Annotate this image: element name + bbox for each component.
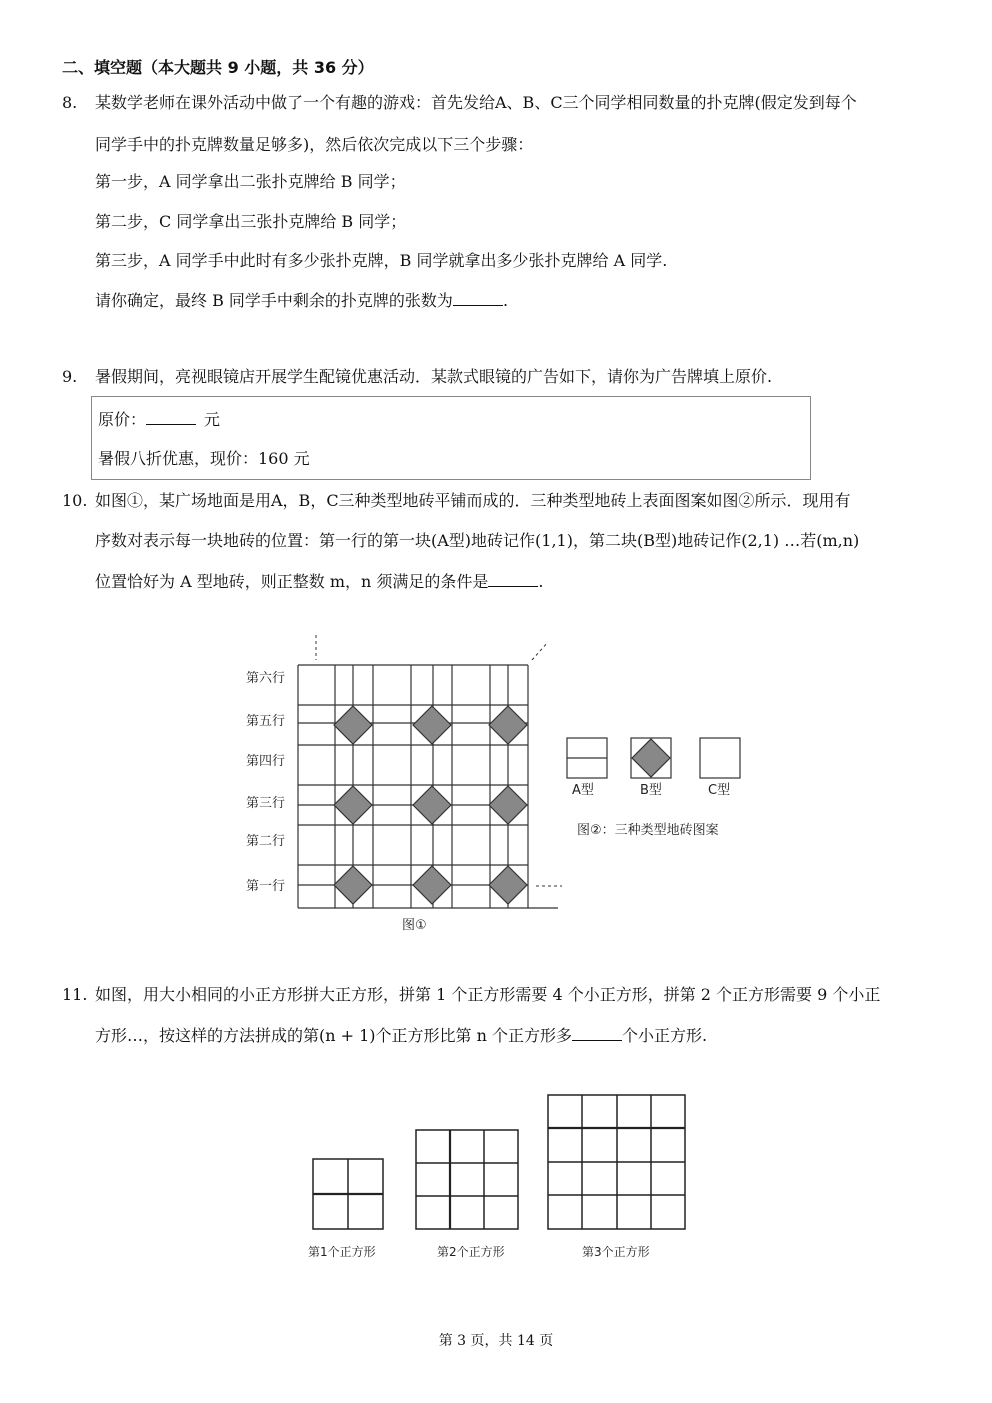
q8-step2: 第二步，C 同学拿出三张扑克牌给 B 同学； [95, 212, 407, 231]
b-tile-diamond [632, 739, 670, 777]
q9-ad-price-label: 原价： [98, 410, 147, 429]
q11-line2-end: 个小正方形. [622, 1026, 708, 1045]
fig2-caption: 图②：三种类型地砖图案 [577, 823, 719, 838]
q8-step1: 第一步，A 同学拿出二张扑克牌给 B 同学； [95, 172, 406, 191]
tile-label: B型 [640, 783, 662, 798]
diamond [489, 866, 527, 904]
tile-types-figure [560, 730, 760, 845]
q8-line2: 同学手中的扑克牌数量足够多)，然后依次完成以下三个步骤： [95, 135, 534, 154]
row-label: 第四行 [246, 754, 286, 769]
diamond [489, 706, 527, 744]
square-2-grid [416, 1130, 518, 1229]
diamond [334, 706, 372, 744]
diamond [489, 786, 527, 824]
q9-price-blank[interactable] [146, 408, 196, 425]
squares-figure [300, 1090, 700, 1270]
q8-line1: 某数学老师在课外活动中做了一个有趣的游戏：首先发给A、B、C三个同学相同数量的扑克牌(假定发到每个 [95, 93, 857, 112]
c-tile [700, 738, 740, 778]
row-label: 第一行 [246, 879, 286, 894]
square-caption: 第2个正方形 [437, 1245, 505, 1259]
q9-ad-board [91, 396, 811, 480]
section-title: 二、填空题（本大题共 9 小题，共 36 分） [62, 58, 374, 77]
floor-tile-figure [240, 630, 570, 940]
tile-label: C型 [708, 783, 731, 798]
q9-ad-price [98, 408, 220, 431]
q8-step3: 第三步，A 同学手中此时有多少张扑克牌，B 同学就拿出多少张扑克牌给 A 同学. [95, 251, 668, 270]
tile-label: A型 [572, 783, 594, 798]
q11-answer-blank[interactable] [572, 1024, 622, 1041]
q11-line2-text: 方形…，按这样的方法拼成的第(n + 1)个正方形比第 n 个正方形多 [95, 1026, 573, 1045]
square-caption: 第3个正方形 [582, 1245, 650, 1259]
diamond [334, 786, 372, 824]
page-footer: 第 3 页，共 14 页 [438, 1333, 554, 1349]
q8-ask-end: . [502, 291, 509, 310]
q10-line3 [95, 570, 543, 593]
q8-answer-blank[interactable] [453, 289, 503, 306]
q9-number: 9. [62, 367, 78, 386]
row-label: 第二行 [246, 834, 286, 849]
q11-line2 [95, 1024, 707, 1047]
diamond [334, 866, 372, 904]
q8-ask-text: 请你确定，最终 B 同学手中剩余的扑克牌的张数为 [95, 291, 453, 310]
fig1-caption: 图① [402, 918, 427, 933]
q9-text: 暑假期间，亮视眼镜店开展学生配镜优惠活动．某款式眼镜的广告如下，请你为广告牌填上原价. [95, 367, 773, 386]
q10-line2: 序数对表示每一块地砖的位置：第一行的第一块(A型)地砖记作(1,1)，第二块(B型)地砖记作(2,1) …若(m,n) [95, 531, 860, 550]
row-label: 第六行 [246, 671, 286, 686]
q10-answer-blank[interactable] [488, 570, 538, 587]
q11-line1: 如图，用大小相同的小正方形拼大正方形，拼第 1 个正方形需要 4 个小正方形，拼第 2 个正方形需要 9 个小正 [95, 985, 881, 1004]
q9-ad-price-unit: 元 [204, 410, 221, 429]
square-1-grid [313, 1159, 383, 1229]
diamond [413, 786, 451, 824]
row-label: 第五行 [246, 714, 286, 729]
diamond [413, 866, 451, 904]
q10-number: 10. [62, 491, 88, 510]
q11-number: 11. [62, 985, 88, 1004]
row-label: 第三行 [246, 796, 286, 811]
q8-number: 8. [62, 93, 78, 112]
b-tile-diamonds [334, 706, 527, 904]
q9-ad-discount: 暑假八折优惠，现价：160 元 [98, 449, 310, 468]
q10-line3-end: . [538, 572, 544, 591]
q10-line3-text: 位置恰好为 A 型地砖，则正整数 m，n 须满足的条件是 [95, 572, 489, 591]
dashed-extension-corner [532, 642, 548, 660]
diamond [413, 706, 451, 744]
q8-ask [95, 289, 508, 312]
square-caption: 第1个正方形 [308, 1245, 376, 1259]
square-3-grid [548, 1095, 685, 1229]
q10-line1: 如图①，某广场地面是用A，B，C三种类型地砖平铺而成的．三种类型地砖上表面图案如图②所示．现用有 [95, 491, 851, 510]
